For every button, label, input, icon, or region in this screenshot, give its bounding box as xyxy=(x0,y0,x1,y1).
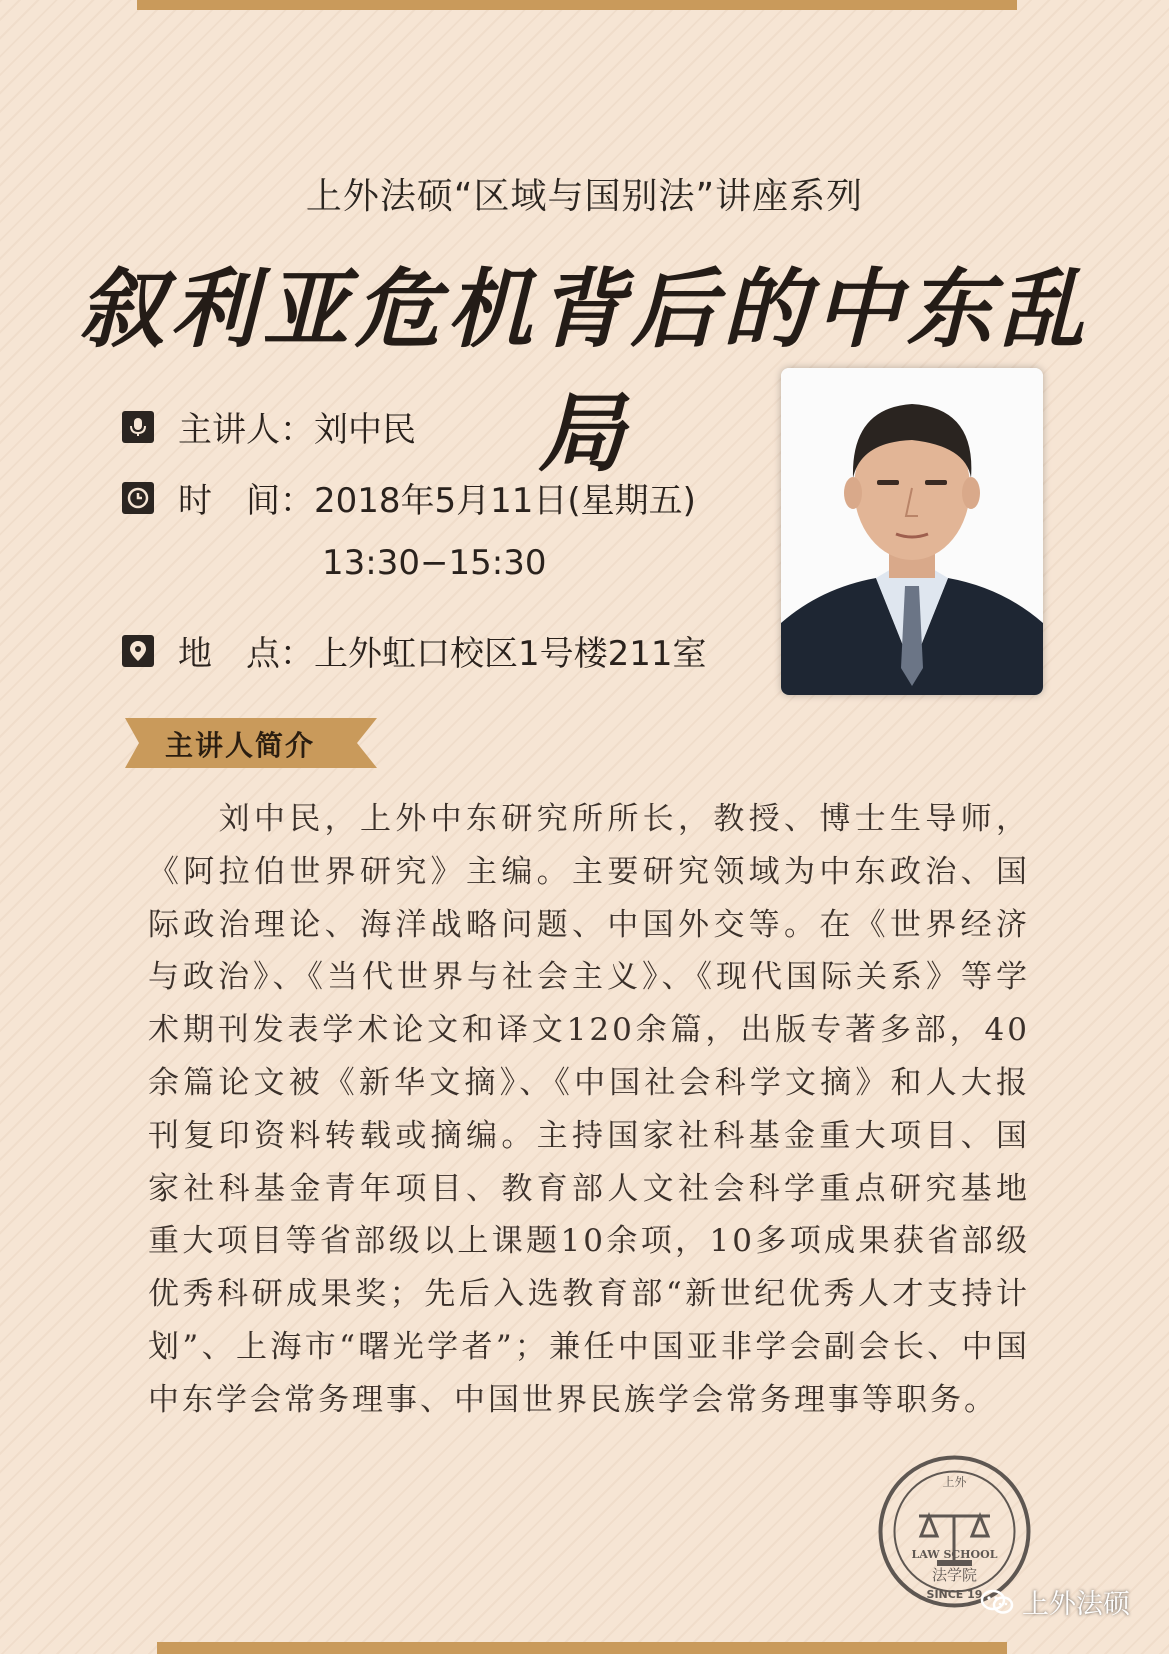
bio-heading: 主讲人简介 xyxy=(165,729,316,762)
time-date: 2018年5月11日(星期五) xyxy=(314,481,696,521)
location-value: 上外虹口校区1号楼211室 xyxy=(314,634,707,674)
bio-text: 刘中民，上外中东研究所所长，教授、博士生导师，《阿拉伯世界研究》主编。主要研究领域为中东政治、国际政治理论、海洋战略问题、中国外交等。在《世界经济与政治》、《当代世界与社会主义》、《现代国际关系》等学术期刊发表学术论文和译文120余篇，出版专著多部，40余篇论文被《新华文摘》、《中国社会科学文摘》和人大报刊复印资料转载或摘编。主持国家社科基金重大项目、国家社科基金青年项目、教育部人文社会科学重点研究基地重大项目等省部级以上课题10余项，10多项成果获省部级优秀科研成果奖；先后入选教育部“新世纪优秀人才支持计划”、上海市“曙光学者”；兼任中国亚非学会副会长、中国中东学会常务理事、中国世界民族学会常务理事等职务。 xyxy=(148,801,1030,1418)
time-row xyxy=(122,473,696,522)
series-title: 上外法硕“区域与国别法”讲座系列 xyxy=(305,176,864,217)
bottom-decor-bar xyxy=(157,1642,1007,1654)
seal-latin-text: LAW SCHOOL xyxy=(911,1548,998,1561)
clock-icon xyxy=(122,482,154,514)
time-label: 时 间： xyxy=(178,481,314,521)
account-watermark xyxy=(980,1582,1130,1621)
seal-top-text: 上外 xyxy=(942,1475,967,1489)
location-label: 地 点： xyxy=(178,634,314,674)
seal-since-text: SINCE 19 xyxy=(926,1588,983,1601)
account-name: 上外法硕 xyxy=(1022,1589,1130,1620)
top-decor-bar xyxy=(137,0,1017,10)
seal-bottom-text: 法学院 xyxy=(931,1566,978,1584)
wechat-icon xyxy=(980,1589,1014,1615)
microphone-icon xyxy=(122,411,154,443)
map-pin-icon xyxy=(122,635,154,667)
time-hours: 13:30−15:30 xyxy=(322,543,547,583)
location-row xyxy=(122,626,707,675)
speaker-name: 刘中民 xyxy=(314,410,416,450)
speaker-row xyxy=(122,402,416,451)
main-title: 叙利亚危机背后的中东乱局 xyxy=(78,259,1091,484)
speaker-label: 主讲人： xyxy=(178,410,314,450)
speaker-photo xyxy=(781,368,1043,695)
